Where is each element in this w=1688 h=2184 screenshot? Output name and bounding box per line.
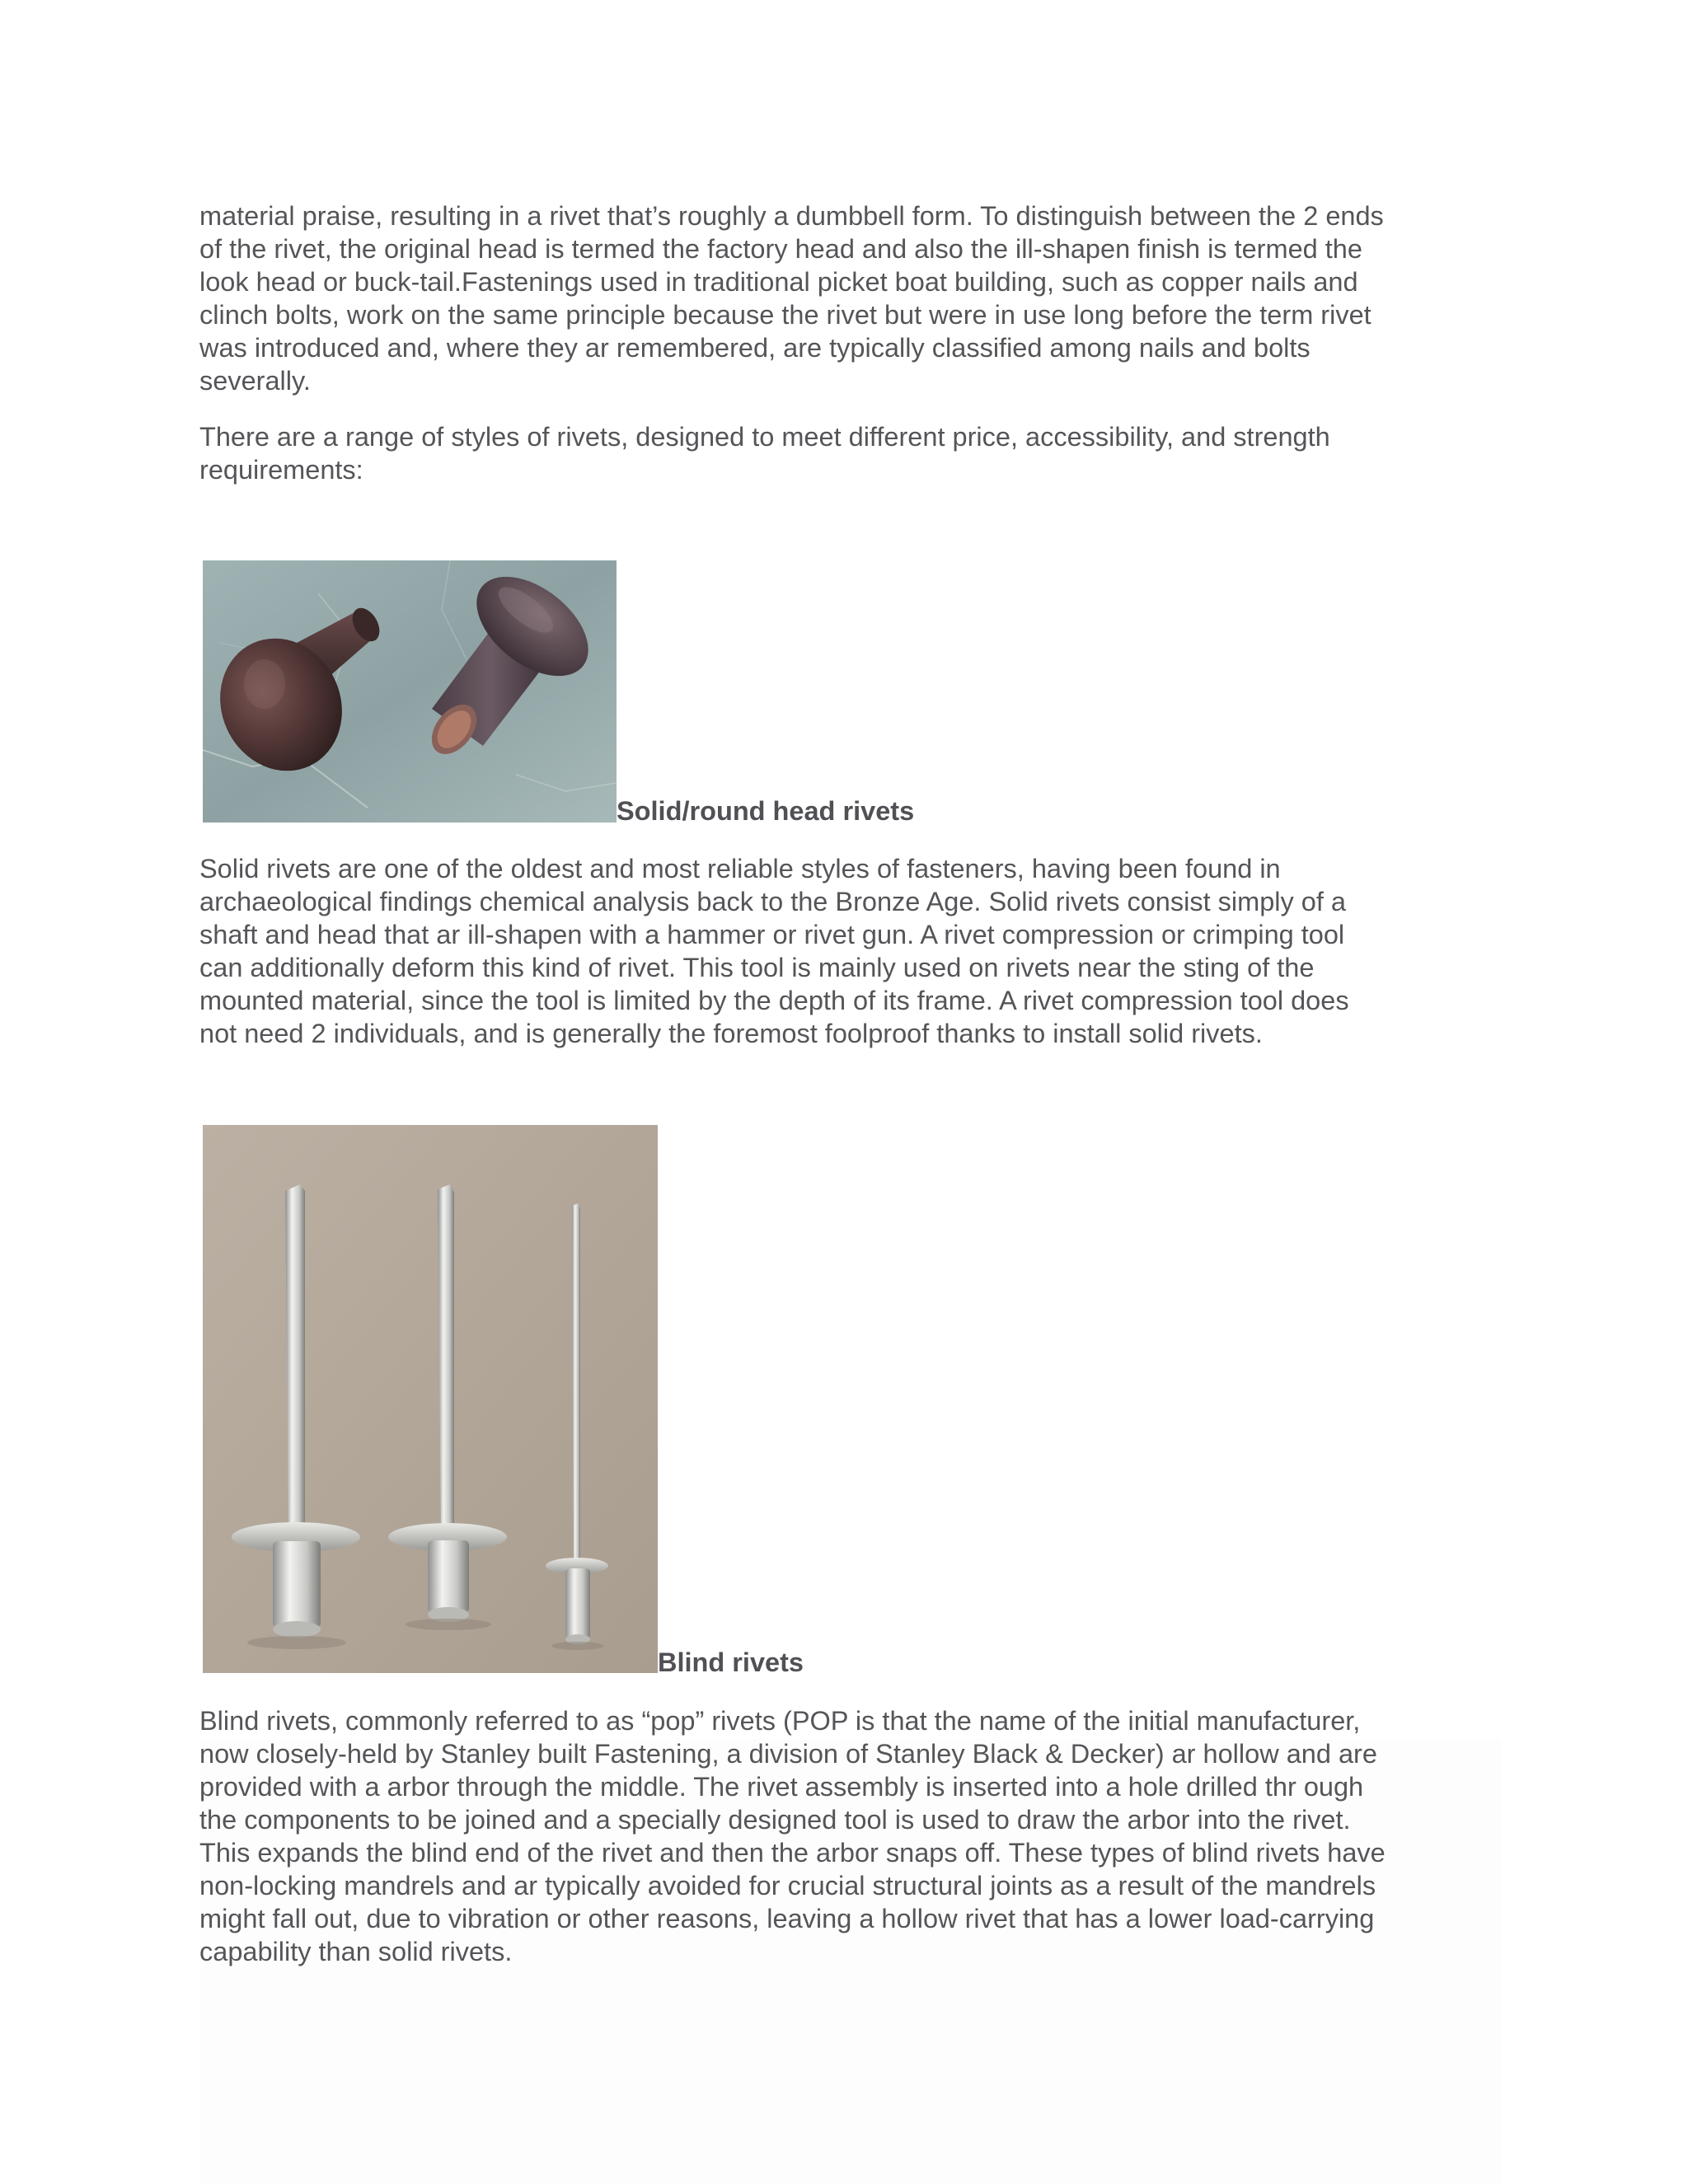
figure-caption-blind-rivets: Blind rivets	[658, 1647, 804, 1677]
text-line: severally.	[199, 366, 311, 396]
text-line: can additionally deform this kind of rivet. This tool is mainly used on rivets near the sting of the	[199, 953, 1315, 982]
text-line: mounted material, since the tool is limited by the depth of its frame. A rivet compression tool does	[199, 986, 1349, 1015]
blind-rivets-photo	[203, 1125, 658, 1673]
paragraph-rivet-heads	[199, 199, 1502, 397]
paragraph-rivet-styles	[199, 420, 1502, 486]
paragraph-solid-rivets	[199, 852, 1502, 1050]
text-line: There are a range of styles of rivets, designed to meet different price, accessibility, and strength	[199, 422, 1330, 452]
text-line: archaeological findings chemical analysis back to the Bronze Age. Solid rivets consist simply of a	[199, 887, 1346, 916]
text-line: capability than solid rivets.	[199, 1937, 513, 1966]
text-line: Solid rivets are one of the oldest and most reliable styles of fasteners, having been found in	[199, 854, 1281, 883]
text-line: now closely-held by Stanley built Fastening, a division of Stanley Black & Decker) ar hollow and are	[199, 1739, 1377, 1769]
paragraph-blind-rivets	[199, 1704, 1502, 1968]
text-line: Blind rivets, commonly referred to as “pop” rivets (POP is that the name of the initial manufacturer,	[199, 1706, 1361, 1736]
text-line: the components to be joined and a specially designed tool is used to draw the arbor into the rivet.	[199, 1805, 1351, 1835]
text-line: was introduced and, where they ar remembered, are typically classified among nails and bolts	[199, 333, 1311, 363]
text-line: provided with a arbor through the middle. The rivet assembly is inserted into a hole drilled thr ough	[199, 1772, 1364, 1802]
solid-rivets-photo	[203, 560, 617, 823]
text-line: shaft and head that ar ill-shapen with a hammer or rivet gun. A rivet compression or crimping tool	[199, 920, 1345, 949]
text-line: look head or buck-tail.Fastenings used in traditional picket boat building, such as copper nails and	[199, 267, 1358, 297]
text-line: requirements:	[199, 455, 363, 485]
text-line: of the rivet, the original head is termed the factory head and also the ill-shapen finish is termed the	[199, 234, 1362, 264]
text-line: clinch bolts, work on the same principle because the rivet but were in use long before the term rivet	[199, 300, 1372, 330]
text-line: material praise, resulting in a rivet that’s roughly a dumbbell form. To distinguish between the 2 ends	[199, 201, 1384, 231]
text-line: This expands the blind end of the rivet and then the arbor snaps off. These types of blind rivets have	[199, 1838, 1386, 1868]
figure-caption-solid-rivets: Solid/round head rivets	[617, 796, 915, 826]
text-line: non-locking mandrels and ar typically avoided for crucial structural joints as a result of the mandrels	[199, 1871, 1376, 1900]
text-line: might fall out, due to vibration or other reasons, leaving a hollow rivet that has a lower load-carrying	[199, 1904, 1375, 1933]
text-line: not need 2 individuals, and is generally the foremost foolproof thanks to install solid rivets.	[199, 1019, 1263, 1048]
